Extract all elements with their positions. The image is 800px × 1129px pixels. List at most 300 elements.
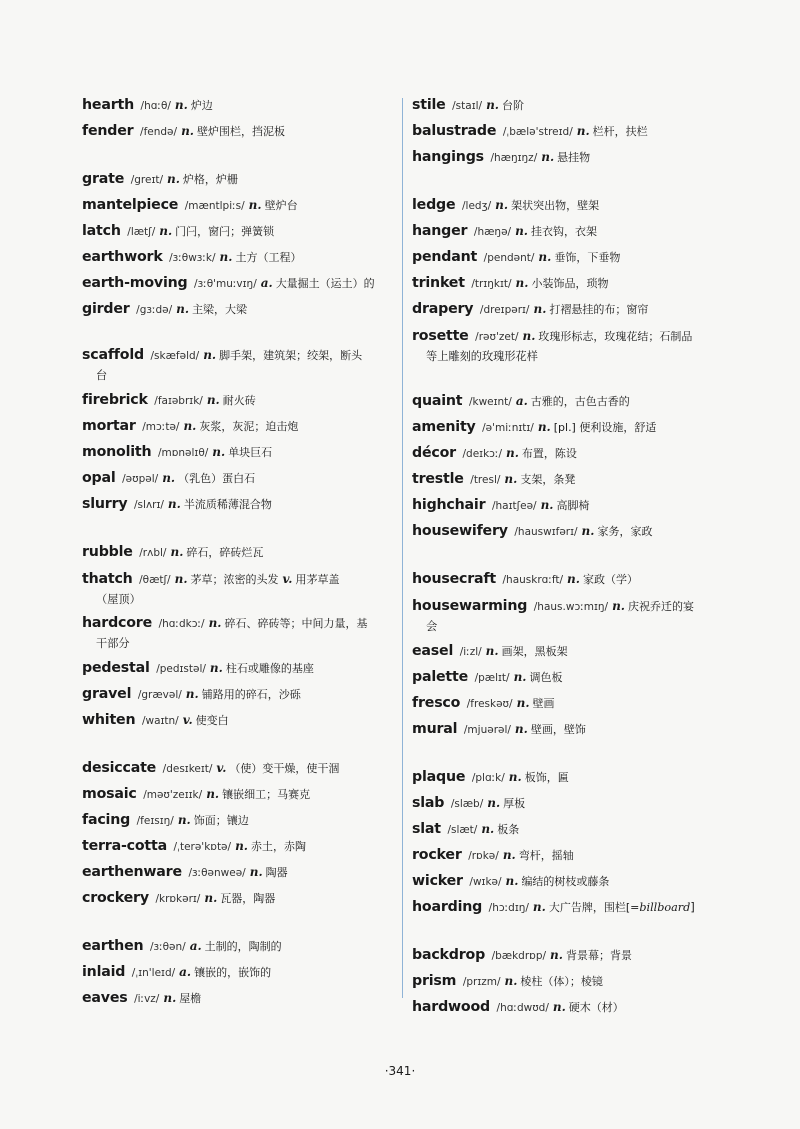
definition-continuation: 等上雕刻的玫瑰形花样 [426, 350, 538, 363]
headword: scaffold [82, 347, 144, 363]
definition-tail: ] [690, 901, 695, 914]
pronunciation: /desɪkeɪt/ [162, 763, 213, 775]
headword: rubble [82, 544, 133, 560]
definition: 台阶 [501, 99, 524, 112]
pronunciation: /skæfəld/ [150, 350, 200, 362]
page-number: ·341· [384, 1064, 416, 1078]
entry-group [412, 765, 732, 921]
headword: balustrade [412, 123, 497, 139]
headword: terra-cotta [82, 838, 167, 854]
headword: hardwood [412, 999, 490, 1015]
cross-reference: billboard [639, 901, 691, 914]
part-of-speech: n. [532, 900, 546, 914]
dictionary-entry [82, 860, 394, 886]
headword: monolith [82, 444, 152, 460]
definition: 碎石、碎砖等；中间力量，基 [224, 617, 368, 630]
headword: housewifery [412, 523, 508, 539]
pronunciation: /fendə/ [140, 126, 178, 138]
definition: 小装饰品，琐物 [531, 277, 609, 290]
dictionary-entry [82, 834, 394, 860]
definition: 板条 [497, 823, 520, 836]
pronunciation: /slæb/ [450, 798, 484, 810]
definition-continuation: 干部分 [96, 637, 130, 650]
pronunciation: /prɪzm/ [462, 976, 501, 988]
dictionary-entry [412, 567, 732, 593]
part-of-speech: n. [203, 348, 217, 362]
headword: gravel [82, 686, 132, 702]
part-of-speech: n. [506, 446, 519, 460]
headword: mural [412, 721, 458, 737]
pronunciation: /pedɪstəl/ [156, 663, 206, 675]
part-of-speech: n. [486, 98, 499, 112]
pronunciation: /freskəʊ/ [466, 698, 513, 710]
left-column [82, 93, 394, 1034]
part-of-speech: n. [567, 572, 580, 586]
part-of-speech: n. [167, 497, 181, 511]
dictionary-entry [412, 665, 732, 691]
dictionary-entry [82, 466, 394, 492]
dictionary-entry [412, 415, 732, 441]
part-of-speech: n. [513, 670, 527, 684]
part-of-speech: n. [159, 224, 173, 238]
pronunciation: /məʊ'zeɪɪk/ [143, 789, 203, 801]
pronunciation: /ə'miːnɪtɪ/ [482, 422, 534, 434]
part-of-speech: n. [516, 696, 530, 710]
headword: latch [82, 223, 121, 239]
part-of-speech: n. [162, 471, 176, 485]
headword: rocker [412, 847, 462, 863]
definition-continuation: 会 [426, 620, 438, 633]
headword: plaque [412, 769, 466, 785]
entry-group [82, 93, 394, 145]
pronunciation: /dreɪpərɪ/ [479, 304, 530, 316]
definition: 编结的树枝或藤条 [521, 875, 610, 888]
dictionary-entry [412, 219, 732, 245]
dictionary-entry [412, 389, 732, 415]
dictionary-entry [412, 691, 732, 717]
headword: prism [412, 973, 457, 989]
part-of-speech: v. [182, 713, 193, 727]
part-of-speech: a. [179, 965, 192, 979]
part-of-speech: v. [216, 761, 227, 775]
definition: 厚板 [503, 797, 526, 810]
dictionary-entry [82, 986, 394, 1012]
entry-group [412, 193, 732, 367]
dictionary-entry [82, 886, 394, 912]
dictionary-entry [412, 245, 732, 271]
dictionary-entry [82, 93, 394, 119]
headword: slat [412, 821, 441, 837]
part-of-speech: n. [204, 891, 218, 905]
pronunciation: /pælɪt/ [474, 672, 510, 684]
definition: 柱石或雕像的基座 [225, 662, 314, 675]
definition: 铺路用的碎石，沙砾 [201, 688, 301, 701]
definition: [pl.] 便利设施，舒适 [553, 421, 657, 434]
dictionary-entry [82, 167, 394, 193]
part-of-speech: n. [163, 991, 177, 1005]
definition-continuation: 台 [96, 369, 108, 382]
definition: 灰浆，灰泥；迫击炮 [199, 420, 299, 433]
part-of-speech: n. [206, 787, 220, 801]
pronunciation: /bækdrɒp/ [491, 950, 547, 962]
part-of-speech: n. [514, 722, 528, 736]
headword: hardcore [82, 615, 153, 631]
part-of-speech: n. [505, 874, 519, 888]
dictionary-entry [412, 596, 732, 637]
part-of-speech: n. [581, 524, 595, 538]
pronunciation: /hauskrɑːft/ [502, 574, 564, 586]
definition: 板饰，匾 [524, 771, 569, 784]
pronunciation: /trɪŋkɪt/ [471, 278, 512, 290]
definition: （乳色）蛋白石 [178, 472, 256, 485]
part-of-speech: n. [541, 150, 555, 164]
dictionary-entry [82, 245, 394, 271]
headword: earthen [82, 938, 144, 954]
headword: slurry [82, 496, 128, 512]
dictionary-entry [82, 219, 394, 245]
definition: 挂衣钩，衣架 [530, 225, 597, 238]
dictionary-entry [82, 808, 394, 834]
definition: 硬木（材） [568, 1001, 624, 1014]
pronunciation: /iːvz/ [134, 993, 160, 1005]
part-of-speech: n. [552, 1000, 566, 1014]
dictionary-entry [412, 639, 732, 665]
headword: whiten [82, 712, 136, 728]
pronunciation: /ˌterə'kɒtə/ [173, 841, 232, 853]
headword: fender [82, 123, 134, 139]
definition: 炉格，炉栅 [182, 173, 238, 186]
part-of-speech: a. [260, 276, 273, 290]
headword: eaves [82, 990, 128, 1006]
dictionary-entry [412, 271, 732, 297]
part-of-speech: n. [522, 329, 536, 343]
headword: amenity [412, 419, 476, 435]
part-of-speech: n. [495, 198, 509, 212]
headword: hanger [412, 223, 468, 239]
definition: 布置，陈设 [521, 447, 577, 460]
dictionary-entry [82, 934, 394, 960]
headword: fresco [412, 695, 461, 711]
right-column [412, 93, 732, 1043]
dictionary-entry [412, 493, 732, 519]
pronunciation: /slʌrɪ/ [134, 499, 164, 511]
headword: highchair [412, 497, 486, 513]
part-of-speech: n. [485, 644, 499, 658]
part-of-speech: n. [167, 172, 180, 186]
pronunciation: /hæŋə/ [473, 226, 512, 238]
headword: inlaid [82, 964, 126, 980]
dictionary-entry [412, 817, 732, 843]
part-of-speech: n. [515, 224, 528, 238]
part-of-speech: n. [515, 276, 529, 290]
pronunciation: /pendənt/ [483, 252, 535, 264]
definition: 赤土，赤陶 [250, 840, 306, 853]
dictionary-entry [412, 969, 732, 995]
part-of-speech: n. [502, 848, 516, 862]
definition: 陶器 [265, 866, 288, 879]
headword: firebrick [82, 392, 148, 408]
dictionary-entry [82, 440, 394, 466]
pronunciation: /əʊpəl/ [122, 473, 159, 485]
entry-group [82, 540, 394, 734]
definition: 调色板 [529, 671, 563, 684]
part-of-speech: n. [576, 124, 590, 138]
headword: thatch [82, 571, 133, 587]
pronunciation: /hɔːdɪŋ/ [488, 902, 529, 914]
definition: 架状突出物，壁架 [511, 199, 600, 212]
pronunciation: /mjuərəl/ [463, 724, 511, 736]
definition: 悬挂物 [557, 151, 591, 164]
pronunciation: /lætʃ/ [127, 226, 156, 238]
headword: drapery [412, 301, 474, 317]
headword: grate [82, 171, 125, 187]
dictionary-entry [412, 145, 732, 171]
part-of-speech: n. [550, 948, 563, 962]
part-of-speech: n. [174, 572, 188, 586]
definition: 壁炉台 [264, 199, 298, 212]
definition: 支架，条凳 [520, 473, 576, 486]
headword: housecraft [412, 571, 496, 587]
dictionary-entry [412, 467, 732, 493]
definition: 镶嵌的，嵌饰的 [194, 966, 272, 979]
headword: earth-moving [82, 275, 188, 291]
headword: pedestal [82, 660, 150, 676]
pronunciation: /mɒnəlɪθ/ [157, 447, 209, 459]
pronunciation: /ɜːθ'muːvɪŋ/ [194, 278, 257, 290]
dictionary-entry [82, 414, 394, 440]
headword: trestle [412, 471, 464, 487]
headword: pendant [412, 249, 478, 265]
pronunciation: /grævəl/ [137, 689, 182, 701]
dictionary-entry [82, 756, 394, 782]
definition: 背景幕；背景 [565, 949, 632, 962]
definition: 垂饰，下垂物 [554, 251, 621, 264]
dictionary-entry [412, 791, 732, 817]
headword: mantelpiece [82, 197, 179, 213]
headword: girder [82, 301, 130, 317]
pronunciation: /hɑːdkɔː/ [158, 618, 205, 630]
pronunciation: /staɪl/ [452, 100, 483, 112]
pronunciation: /waɪtn/ [141, 715, 179, 727]
headword: facing [82, 812, 131, 828]
pronunciation: /ledʒ/ [461, 200, 492, 212]
headword: palette [412, 669, 469, 685]
dictionary-entry [82, 682, 394, 708]
definition: 炉边 [190, 99, 213, 112]
pronunciation: /deɪkɔː/ [462, 448, 502, 460]
headword: hangings [412, 149, 484, 165]
definition: 门闩，窗闩；弹簧锁 [175, 225, 275, 238]
pronunciation: /hɑːθ/ [140, 100, 171, 112]
dictionary-entry [82, 193, 394, 219]
pronunciation: /greɪt/ [130, 174, 164, 186]
dictionary-entry [82, 569, 394, 610]
pronunciation: /kweɪnt/ [468, 396, 512, 408]
entry-group [412, 943, 732, 1021]
part-of-speech: n. [176, 302, 190, 316]
dictionary-entry [82, 492, 394, 518]
headword: mosaic [82, 786, 137, 802]
headword: desiccate [82, 760, 157, 776]
headword: quaint [412, 393, 463, 409]
headword: mortar [82, 418, 136, 434]
definition: 使变白 [195, 714, 229, 727]
headword: housewarming [412, 598, 528, 614]
pronunciation: /haus.wɔːmɪŋ/ [533, 601, 609, 613]
part-of-speech: v. [282, 572, 293, 586]
part-of-speech: n. [487, 796, 501, 810]
dictionary-entry [412, 869, 732, 895]
entry-group [82, 934, 394, 1012]
dictionary-entry [82, 960, 394, 986]
dictionary-entry [412, 765, 732, 791]
headword: hoarding [412, 899, 483, 915]
part-of-speech: a. [515, 394, 528, 408]
definition: 家政（学） [582, 573, 638, 586]
pronunciation: /mæntlpiːs/ [184, 200, 245, 212]
pronunciation: /wɪkə/ [469, 876, 502, 888]
definition: 饰面；镶边 [193, 814, 249, 827]
part-of-speech: n. [185, 687, 199, 701]
definition: 家务，家政 [597, 525, 653, 538]
dictionary-entry [82, 345, 394, 386]
definition: 玫瑰形标志，玫瑰花结；石制品 [538, 330, 693, 343]
part-of-speech: n. [183, 419, 197, 433]
part-of-speech: n. [181, 124, 194, 138]
definition: 栏杆，扶栏 [592, 125, 648, 138]
dictionary-entry [412, 193, 732, 219]
pronunciation: /mɔːtə/ [142, 421, 180, 433]
part-of-speech: n. [212, 445, 226, 459]
part-of-speech: a. [189, 939, 202, 953]
dictionary-entry [82, 540, 394, 566]
pronunciation: /rəʊ'zet/ [475, 331, 519, 343]
pronunciation: /hɑːdwʊd/ [496, 1002, 549, 1014]
entry-group [412, 93, 732, 171]
pronunciation: /rɒkə/ [468, 850, 499, 862]
pronunciation: /θætʃ/ [139, 574, 171, 586]
dictionary-entry [412, 943, 732, 969]
headword: rosette [412, 328, 469, 344]
definition: 高脚椅 [556, 499, 590, 512]
headword: backdrop [412, 947, 486, 963]
headword: opal [82, 470, 116, 486]
pronunciation: /rʌbl/ [139, 547, 167, 559]
dictionary-entry [82, 271, 394, 297]
pronunciation: /ˌbælə'streɪd/ [502, 126, 573, 138]
dictionary-entry [412, 326, 732, 367]
definition: 土方（工程） [235, 251, 302, 264]
pronunciation: /ɜːθwɜːk/ [169, 252, 216, 264]
dictionary-entry [82, 388, 394, 414]
definition: 碎石，碎砖烂瓦 [186, 546, 264, 559]
pronunciation: /plɑːk/ [471, 772, 505, 784]
headword: wicker [412, 873, 463, 889]
definition: 大广告牌，围栏[= [548, 901, 640, 914]
dictionary-entry [412, 441, 732, 467]
dictionary-entry [82, 613, 394, 654]
definition: 屋檐 [179, 992, 202, 1005]
pronunciation: /faɪəbrɪk/ [154, 395, 203, 407]
part-of-speech: n. [209, 661, 223, 675]
part-of-speech: n. [208, 616, 222, 630]
headword: trinket [412, 275, 465, 291]
definition: 壁画 [532, 697, 555, 710]
dictionary-entry [412, 843, 732, 869]
pronunciation: /gɜːdə/ [136, 304, 173, 316]
dictionary-entry [412, 895, 732, 921]
definition: 弯杆，摇轴 [518, 849, 574, 862]
definition: 半流质稀薄混合物 [183, 498, 272, 511]
definition: 古雅的，古色古香的 [530, 395, 630, 408]
dictionary-entry [412, 297, 732, 323]
definition: 单块巨石 [228, 446, 273, 459]
entry-group [82, 756, 394, 912]
dictionary-entry [82, 297, 394, 323]
part-of-speech: n. [504, 974, 518, 988]
definition: 画架，黑板架 [501, 645, 568, 658]
definition: 壁炉围栏，挡泥板 [196, 125, 285, 138]
headword: slab [412, 795, 445, 811]
pronunciation: /krɒkərɪ/ [155, 893, 201, 905]
headword: stile [412, 97, 446, 113]
definition: 土制的，陶制的 [204, 940, 282, 953]
entry-group [412, 567, 732, 743]
pronunciation: /ˌɪn'leɪd/ [131, 967, 176, 979]
dictionary-entry [82, 656, 394, 682]
part-of-speech: n. [612, 599, 625, 613]
part-of-speech: n. [508, 770, 522, 784]
definition: 镶嵌细工；马赛克 [222, 788, 311, 801]
definition: 庆祝乔迁的宴 [627, 600, 694, 613]
headword: crockery [82, 890, 149, 906]
definition: 大量掘土（运土）的 [275, 277, 375, 290]
dictionary-entry [82, 119, 394, 145]
part-of-speech: n. [174, 98, 188, 112]
part-of-speech: n. [481, 822, 495, 836]
definition-continuation: （屋顶） [96, 593, 141, 606]
pronunciation: /haɪtʃeə/ [491, 500, 537, 512]
part-of-speech: n. [504, 472, 518, 486]
pronunciation: /slæt/ [447, 824, 478, 836]
definition: 用茅草盖 [295, 573, 340, 586]
headword: ledge [412, 197, 456, 213]
part-of-speech: n. [219, 250, 233, 264]
definition: 茅草；浓密的头发 [190, 573, 279, 586]
dictionary-entry [412, 119, 732, 145]
part-of-speech: n. [538, 250, 552, 264]
entry-group [82, 167, 394, 323]
dictionary-entry [412, 93, 732, 119]
part-of-speech: n. [249, 865, 263, 879]
definition: 主梁，大梁 [192, 303, 248, 316]
definition: 脚手架，建筑架；绞架，断头 [219, 349, 363, 362]
entry-group [82, 345, 394, 518]
column-divider [402, 98, 403, 998]
headword: easel [412, 643, 454, 659]
definition: 棱柱（体）；棱镜 [520, 975, 603, 988]
headword: hearth [82, 97, 134, 113]
dictionary-entry [412, 717, 732, 743]
definition: 壁画，壁饰 [530, 723, 586, 736]
pronunciation: /hæŋɪŋz/ [490, 152, 538, 164]
entry-group [412, 389, 732, 545]
part-of-speech: n. [537, 420, 551, 434]
definition: 瓦器，陶器 [220, 892, 276, 905]
pronunciation: /iːzl/ [459, 646, 482, 658]
pronunciation: /hauswɪfərɪ/ [514, 526, 578, 538]
part-of-speech: n. [206, 393, 220, 407]
